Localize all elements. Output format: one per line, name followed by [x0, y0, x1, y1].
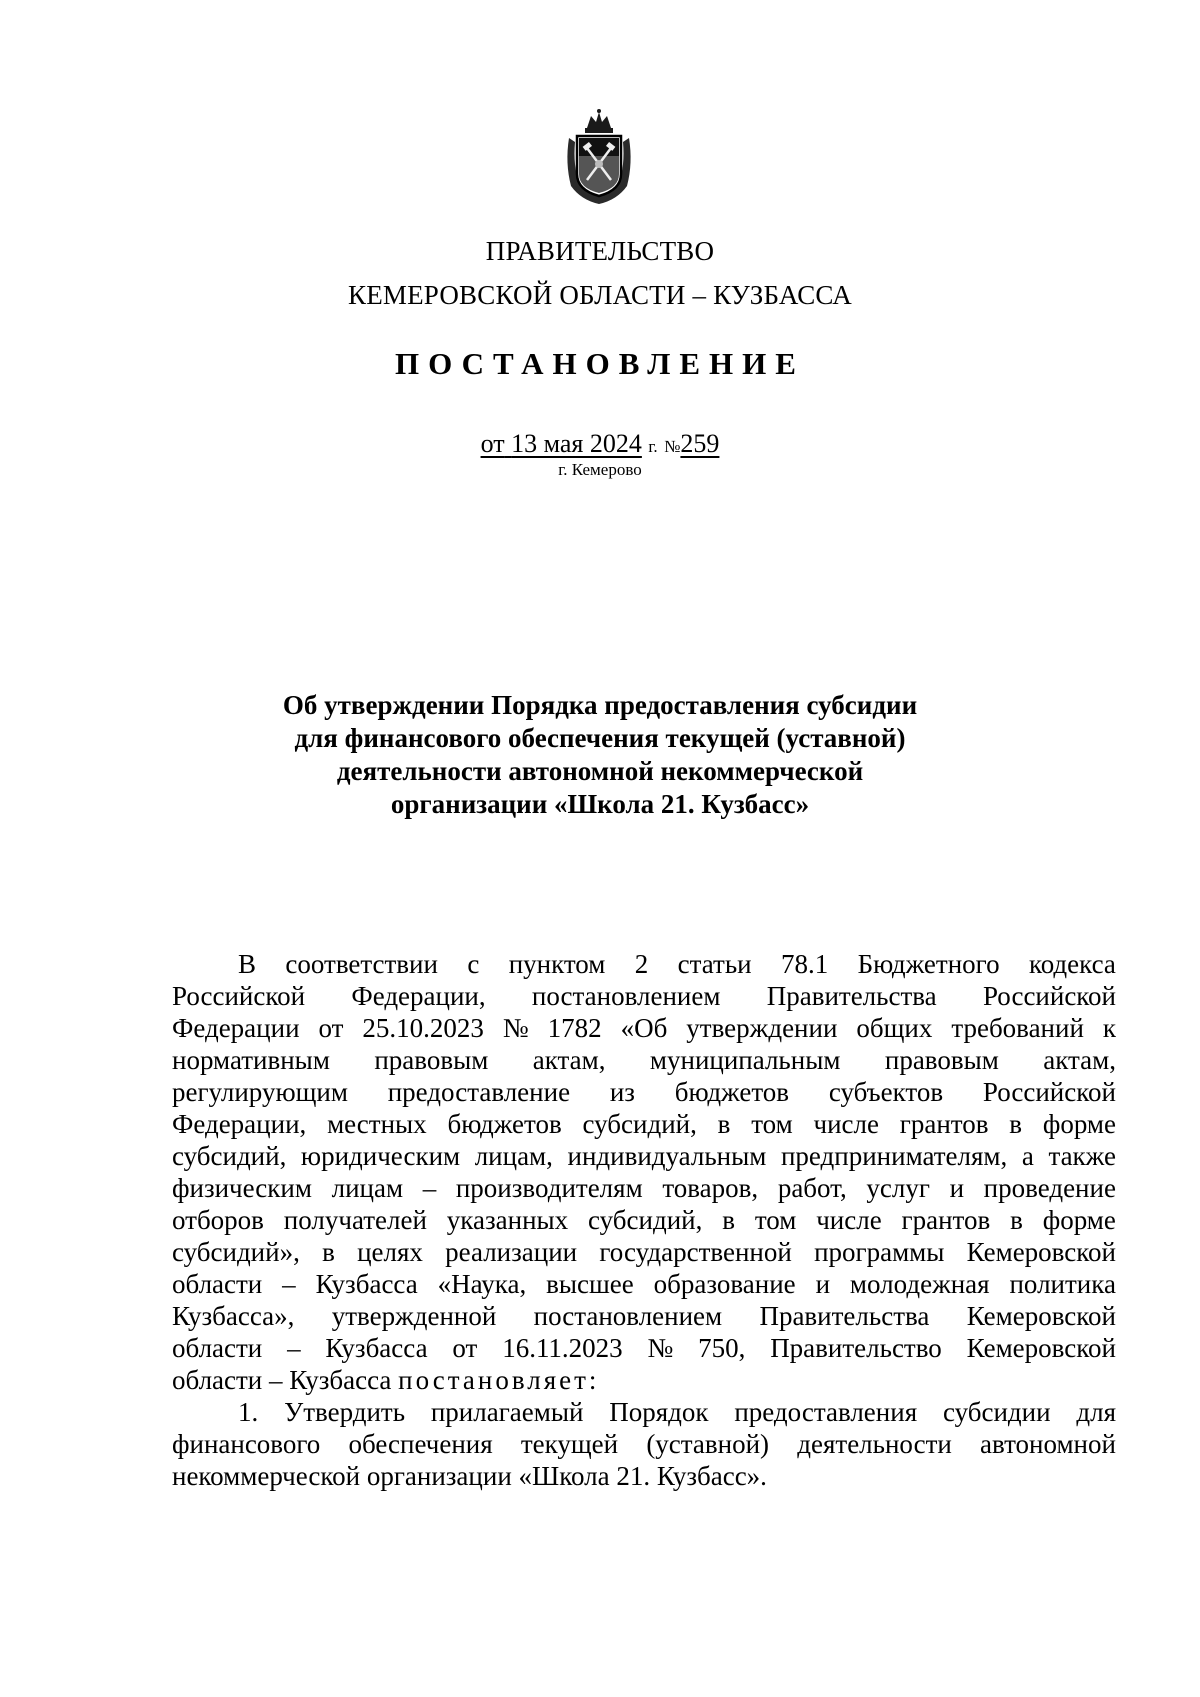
word: 16.11.2023 — [502, 1333, 623, 1363]
paragraph-line — [172, 1172, 1116, 1204]
word: грантов — [899, 1109, 989, 1139]
year-suffix: г. — [648, 437, 658, 456]
word: предоставление — [387, 1077, 571, 1107]
word: Кемеровской — [966, 1333, 1116, 1363]
word: – — [422, 1173, 437, 1203]
word: реализации — [445, 1237, 578, 1267]
word: услуг — [866, 1173, 930, 1203]
word: № — [647, 1333, 674, 1363]
title-line: Об утверждении Порядка предоставления субсидии — [282, 690, 918, 720]
word: а — [1021, 1141, 1034, 1171]
word: регулирующим — [172, 1077, 348, 1107]
word: Правительство — [770, 1333, 942, 1363]
document-type: ПОСТАНОВЛЕНИЕ — [395, 346, 805, 381]
word: целях — [357, 1237, 423, 1267]
word: субъектов — [828, 1077, 944, 1107]
paragraph-line — [172, 1076, 1116, 1108]
word: получателей — [283, 1205, 427, 1235]
word: в — [1009, 1109, 1023, 1139]
word: муниципальным — [649, 1045, 841, 1075]
word: субсидий», — [172, 1237, 300, 1267]
word: бюджетов — [674, 1077, 790, 1107]
word: автономной — [980, 1429, 1116, 1459]
date-field — [481, 429, 642, 458]
word: Кузбасса», — [172, 1301, 295, 1331]
word: программы — [814, 1237, 945, 1267]
word: форме — [1042, 1205, 1116, 1235]
word: политика — [1009, 1269, 1116, 1299]
word: Российской — [982, 981, 1116, 1011]
word: правовым — [884, 1045, 999, 1075]
paragraph-item-1 — [172, 1396, 1116, 1460]
word: актам, — [1043, 1045, 1116, 1075]
word: бюджетов — [447, 1109, 562, 1139]
word: в — [1010, 1205, 1023, 1235]
word: области — [172, 1269, 263, 1299]
word: кодекса — [1028, 949, 1116, 979]
word: от — [318, 1013, 344, 1043]
word: нормативным — [172, 1045, 330, 1075]
word: текущей — [520, 1429, 619, 1459]
government-name-line2: КЕМЕРОВСКОЙ ОБЛАСТИ – КУЗБАССА — [348, 280, 852, 310]
word: пунктом — [508, 949, 606, 979]
document-number: 259 — [680, 429, 720, 458]
paragraph-line — [172, 1268, 1116, 1300]
paragraph-line — [172, 1460, 1116, 1492]
word: для — [1076, 1397, 1116, 1427]
word: высшее — [546, 1269, 634, 1299]
word: № — [502, 1013, 529, 1043]
paragraph-line — [172, 1300, 1116, 1332]
word: в — [322, 1237, 335, 1267]
word: в — [722, 1205, 735, 1235]
paragraph-line — [172, 1108, 1116, 1140]
word: обеспечения — [348, 1429, 493, 1459]
word: статьи — [677, 949, 752, 979]
word: предоставления — [734, 1397, 918, 1427]
word: том — [751, 1109, 793, 1139]
word: Правительства — [766, 981, 937, 1011]
word: физическим — [172, 1173, 312, 1203]
word: Кузбасса — [325, 1333, 428, 1363]
word: Федерации, — [172, 1109, 307, 1139]
word: в — [717, 1109, 731, 1139]
word: субсидий, — [588, 1205, 703, 1235]
word: Российской — [172, 981, 306, 1011]
word: правовым — [374, 1045, 489, 1075]
word: юридическим — [300, 1141, 461, 1171]
document-title — [0, 689, 1200, 821]
word: утвержденной — [331, 1301, 497, 1331]
coat-of-arms-icon — [563, 108, 635, 206]
word: и — [815, 1269, 831, 1299]
word: субсидии — [942, 1397, 1051, 1427]
word: числе — [813, 1109, 879, 1139]
paragraph-line — [172, 1044, 1116, 1076]
paragraph-line — [172, 1332, 1116, 1364]
word: прилагаемый — [430, 1397, 584, 1427]
word: образование — [653, 1269, 796, 1299]
word: Утвердить — [284, 1397, 406, 1427]
word: из — [609, 1077, 635, 1107]
word: также — [1048, 1141, 1116, 1171]
title-line: для финансового обеспечения текущей (уставной) — [294, 723, 906, 753]
word: 750, — [698, 1333, 746, 1363]
government-name-line1: ПРАВИТЕЛЬСТВО — [485, 236, 715, 266]
word: лицам — [331, 1173, 404, 1203]
word: грантов — [901, 1205, 991, 1235]
word: деятельности — [797, 1429, 952, 1459]
line-text: области – Кузбасса — [172, 1365, 392, 1395]
paragraph-line — [172, 1364, 1116, 1396]
paragraph-line — [172, 948, 1116, 980]
line-text: некоммерческой организации «Школа 21. Кузбасс». — [172, 1461, 767, 1491]
date-number-line — [0, 429, 1200, 462]
word: указанных — [446, 1205, 569, 1235]
date-prefix: от — [480, 429, 505, 458]
word: отборов — [172, 1205, 264, 1235]
word: «Об — [620, 1013, 668, 1043]
paragraph-line — [172, 1140, 1116, 1172]
word: соответствии — [285, 949, 438, 979]
word: к — [1102, 1013, 1116, 1043]
word: и — [949, 1173, 965, 1203]
paragraph-line — [172, 1012, 1116, 1044]
word: производителям — [455, 1173, 643, 1203]
paragraph-line — [172, 1396, 1116, 1428]
word: работ, — [777, 1173, 847, 1203]
word: 25.10.2023 — [362, 1013, 484, 1043]
word: форме — [1042, 1109, 1116, 1139]
word: Российской — [982, 1077, 1116, 1107]
word: от — [452, 1333, 478, 1363]
word: (уставной) — [646, 1429, 770, 1459]
word: государственной — [599, 1237, 792, 1267]
word: В — [238, 949, 257, 979]
word: Бюджетного — [857, 949, 1000, 979]
paragraph-preamble — [172, 948, 1116, 1364]
word: субсидий, — [582, 1109, 697, 1139]
word: – — [282, 1269, 296, 1299]
word: проведение — [983, 1173, 1116, 1203]
word: Правительства — [759, 1301, 930, 1331]
word: том — [754, 1205, 797, 1235]
paragraph-line — [172, 980, 1116, 1012]
word: местных — [327, 1109, 427, 1139]
word: субсидий, — [172, 1141, 287, 1171]
word: утверждении — [686, 1013, 838, 1043]
paragraph-line — [172, 1204, 1116, 1236]
word: постановлением — [533, 1301, 723, 1331]
word: 1. — [238, 1397, 259, 1427]
resolve-keyword: постановляет: — [398, 1365, 600, 1395]
word: Порядок — [609, 1397, 709, 1427]
word: индивидуальным — [567, 1141, 767, 1171]
word: 1782 — [547, 1013, 602, 1043]
date-value: 13 мая 2024 — [511, 429, 642, 458]
word: 2 — [634, 949, 649, 979]
word: Кузбасса — [315, 1269, 418, 1299]
word: актам, — [532, 1045, 606, 1075]
word: – — [287, 1333, 301, 1363]
document-body — [172, 948, 1116, 1492]
word: «Наука, — [437, 1269, 527, 1299]
word: общих — [856, 1013, 933, 1043]
paragraph-line — [172, 1236, 1116, 1268]
paragraph-line — [172, 1428, 1116, 1460]
word: постановлением — [531, 981, 721, 1011]
word: с — [467, 949, 480, 979]
title-line: деятельности автономной некоммерческой — [336, 756, 864, 786]
word: финансового — [172, 1429, 321, 1459]
word: Федерации, — [351, 981, 486, 1011]
word: Федерации — [172, 1013, 300, 1043]
word: молодежная — [849, 1269, 990, 1299]
word: лицам, — [474, 1141, 553, 1171]
word: Кемеровской — [966, 1237, 1116, 1267]
title-line: организации «Школа 21. Кузбасс» — [390, 789, 810, 819]
word: области — [172, 1333, 263, 1363]
word: числе — [816, 1205, 882, 1235]
word: товаров, — [662, 1173, 759, 1203]
word: предпринимателям, — [780, 1141, 1008, 1171]
city: г. Кемерово — [558, 460, 642, 479]
word: требований — [951, 1013, 1084, 1043]
word: Кемеровской — [966, 1301, 1116, 1331]
word: 78.1 — [780, 949, 829, 979]
number-prefix: № — [664, 437, 681, 456]
